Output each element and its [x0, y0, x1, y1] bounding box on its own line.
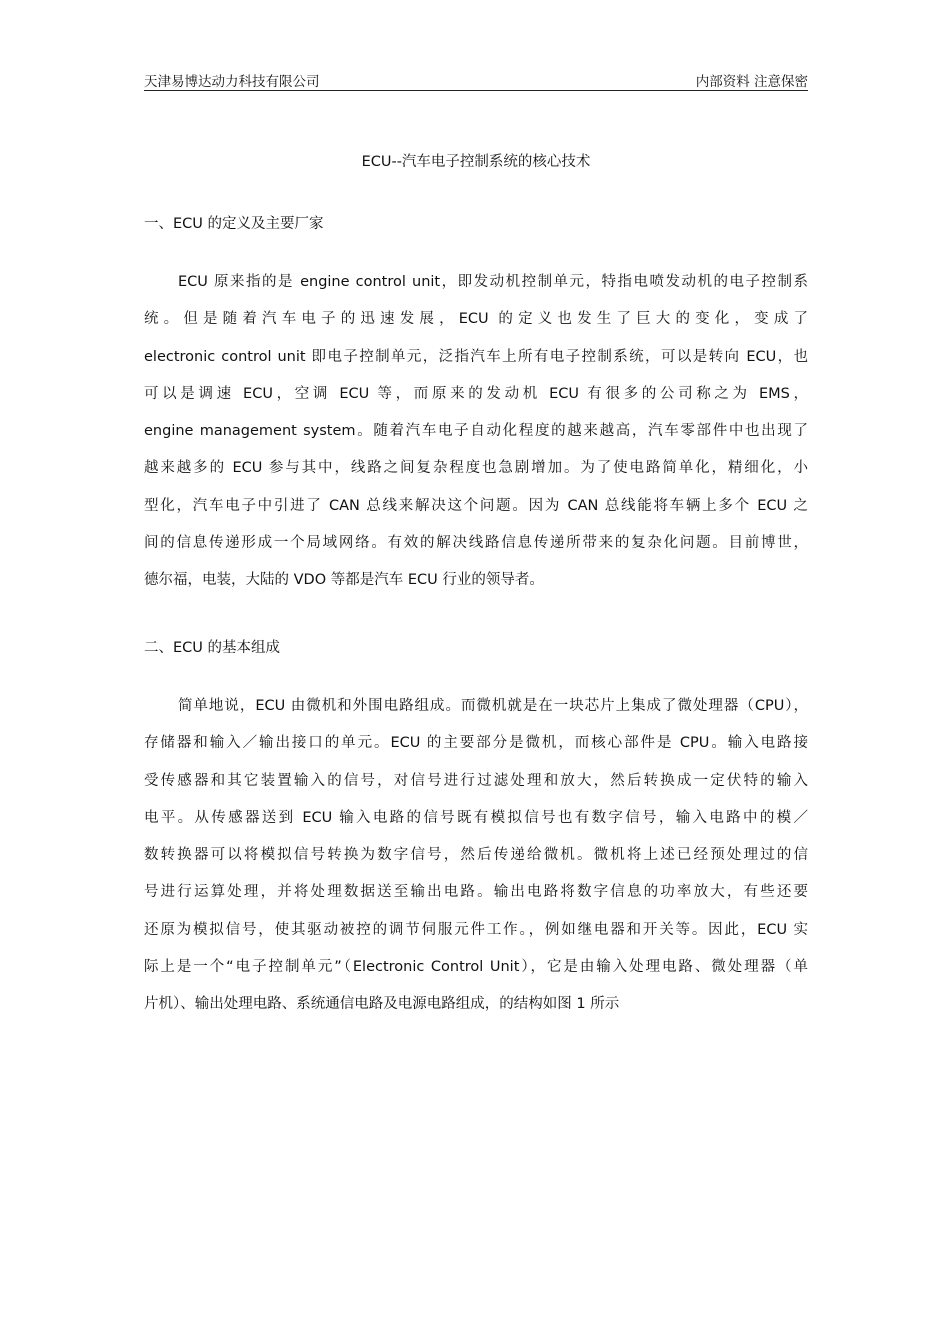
paragraph-line: 可以是调速 ECU，空调 ECU 等，而原来的发动机 ECU 有很多的公司称之为 EMS， — [144, 385, 808, 402]
section-2-heading: 二、ECU 的基本组成 — [144, 640, 281, 656]
paragraph-line: 际上是一个“电子控制单元”（Electronic Control Unit），它是由输入处理电路、微处理器（单 — [144, 959, 808, 976]
paragraph-line: 号进行运算处理，并将处理数据送至输出电路。输出电路将数字信息的功率放大，有些还要 — [144, 884, 808, 901]
paragraph-line: engine management system。随着汽车电子自动化程度的越来越高，汽车零部件中也出现了 — [144, 423, 808, 440]
paragraph-line: 统。但是随着汽车电子的迅速发展，ECU 的定义也发生了巨大的变化，变成了 — [144, 311, 808, 328]
header-confidential-note: 内部资料 注意保密 — [695, 74, 808, 90]
paragraph-line: 片机）、输出处理电路、系统通信电路及电源电路组成，的结构如图 1 所示 — [144, 996, 620, 1013]
page-header — [144, 68, 808, 91]
section-1-heading: 一、ECU 的定义及主要厂家 — [144, 216, 324, 232]
paragraph-line: 越来越多的 ECU 参与其中，线路之间复杂程度也急剧增加。为了使电路简单化，精细化，小 — [144, 460, 808, 477]
paragraph-line: 电平。从传感器送到 ECU 输入电路的信号既有模拟信号也有数字信号，输入电路中的模／ — [144, 809, 808, 826]
document-title: ECU--汽车电子控制系统的核心技术 — [361, 154, 591, 170]
section-2-paragraph — [144, 688, 808, 1024]
paragraph-line: 型化，汽车电子中引进了 CAN 总线来解决这个问题。因为 CAN 总线能将车辆上多个 ECU 之 — [144, 497, 808, 514]
paragraph-line: 德尔福，电装，大陆的 VDO 等都是汽车 ECU 行业的领导者。 — [144, 572, 544, 589]
paragraph-line: 数转换器可以将模拟信号转换为数字信号，然后传递给微机。微机将上述已经预处理过的信 — [144, 847, 808, 864]
paragraph-line: ECU 原来指的是 engine control unit，即发动机控制单元，特指电喷发动机的电子控制系 — [178, 274, 808, 290]
paragraph-line: 间的信息传递形成一个局域网络。有效的解决线路信息传递所带来的复杂化问题。目前博世， — [144, 535, 808, 552]
paragraph-line: 还原为模拟信号，使其驱动被控的调节伺服元件工作。，例如继电器和开关等。因此，ECU 实 — [144, 921, 808, 938]
section-1-paragraph — [144, 264, 808, 600]
paragraph-line: 存储器和输入／输出接口的单元。ECU 的主要部分是微机，而核心部件是 CPU。输入电路接 — [144, 735, 808, 752]
paragraph-line: 简单地说，ECU 由微机和外围电路组成。而微机就是在一块芯片上集成了微处理器（CPU）， — [178, 698, 808, 714]
paragraph-line: 受传感器和其它装置输入的信号，对信号进行过滤处理和放大，然后转换成一定伏特的输入 — [144, 772, 808, 789]
paragraph-line: electronic control unit 即电子控制单元，泛指汽车上所有电子控制系统，可以是转向 ECU，也 — [144, 348, 808, 365]
header-company-name: 天津易博达动力科技有限公司 — [144, 74, 320, 90]
